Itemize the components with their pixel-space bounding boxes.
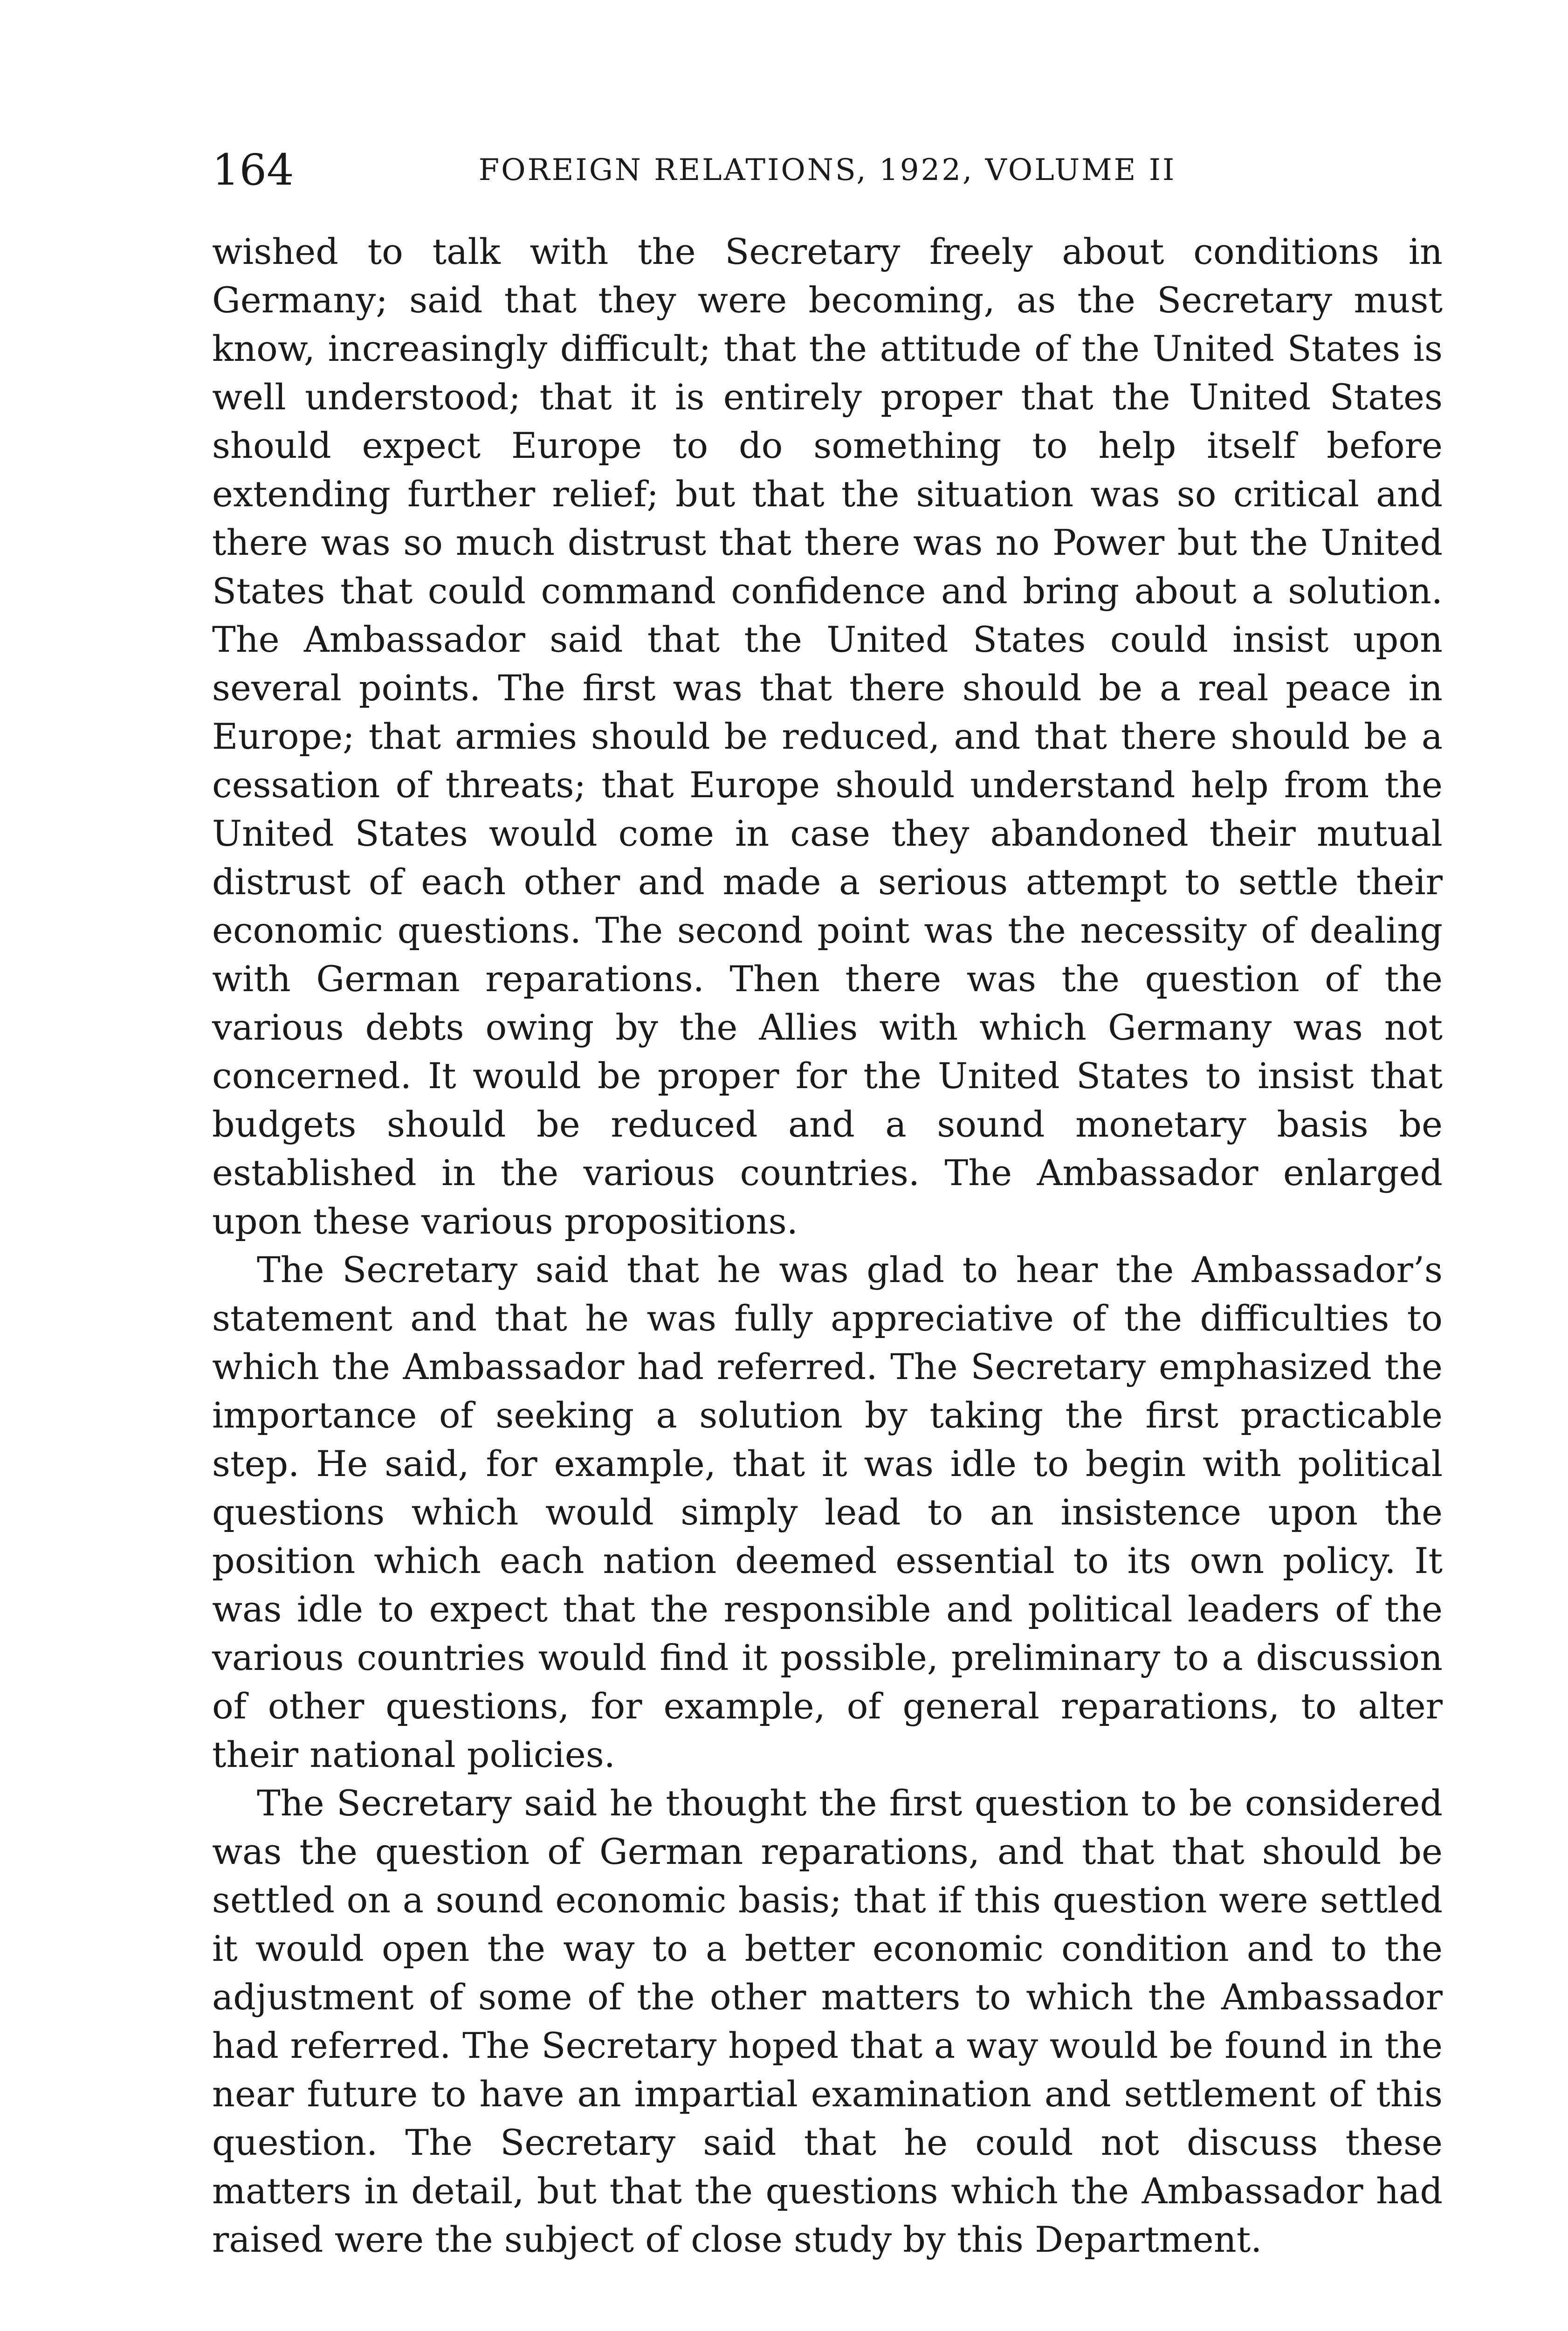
running-title: FOREIGN RELATIONS, 1922, VOLUME II [478, 153, 1176, 187]
running-head [212, 140, 1443, 200]
body-text [212, 228, 1443, 2264]
paragraph-german-reparations: The Secretary said he thought the first question to be considered was the question of German reparations, and that that should be settled on a sound economic basis; that if this question were settled it would open the way to a better economic condition and to the adjustment of some of the other matters to which the Ambassador had referred. The Secretary hoped that a way would be found in the near future to have an impartial examination and settlement of this question. The Secretary said that he could not discuss these matters in detail, but that the questions which the Ambassador had raised were the subject of close study by this Department. [212, 1782, 1443, 2260]
page-number: 164 [212, 145, 294, 195]
paragraph-secretary-response: The Secretary said that he was glad to hear the Ambassador’s statement and that he was fully appreciative of the difficulties to which the Ambassador had referred. The Secretary emphasized the importance of seeking a solution by taking the first practicable step. He said, for example, that it was idle to begin with political questions which would simply lead to an insistence upon the position which each nation deemed essential to its own policy. It was idle to expect that the responsible and political leaders of the various countries would find it possible, preliminary to a discussion of other questions, for example, of general reparations, to alter their national policies. [212, 1249, 1443, 1775]
paragraph-continued: wished to talk with the Secretary freely about conditions in Germany; said that they were becoming, as the Secretary must know, increasingly difficult; that the attitude of the United States is well understood; that it is entirely proper that the United States should expect Europe to do something to help itself before extending further relief; but that the situation was so critical and there was so much distrust that there was no Power but the United States that could command confidence and bring about a solution. The Ambassador said that the United States could insist upon several points. The first was that there should be a real peace in Europe; that armies should be reduced, and that there should be a cessation of threats; that Europe should understand help from the United States would come in case they abandoned their mutual distrust of each other and made a serious attempt to settle their economic questions. The second point was the necessity of dealing with German reparations. Then there was the question of the various debts owing by the Allies with which Germany was not concerned. It would be proper for the United States to insist that budgets should be reduced and a sound monetary basis be established in the various countries. The Ambassador enlarged upon these various propositions. [212, 231, 1443, 1242]
